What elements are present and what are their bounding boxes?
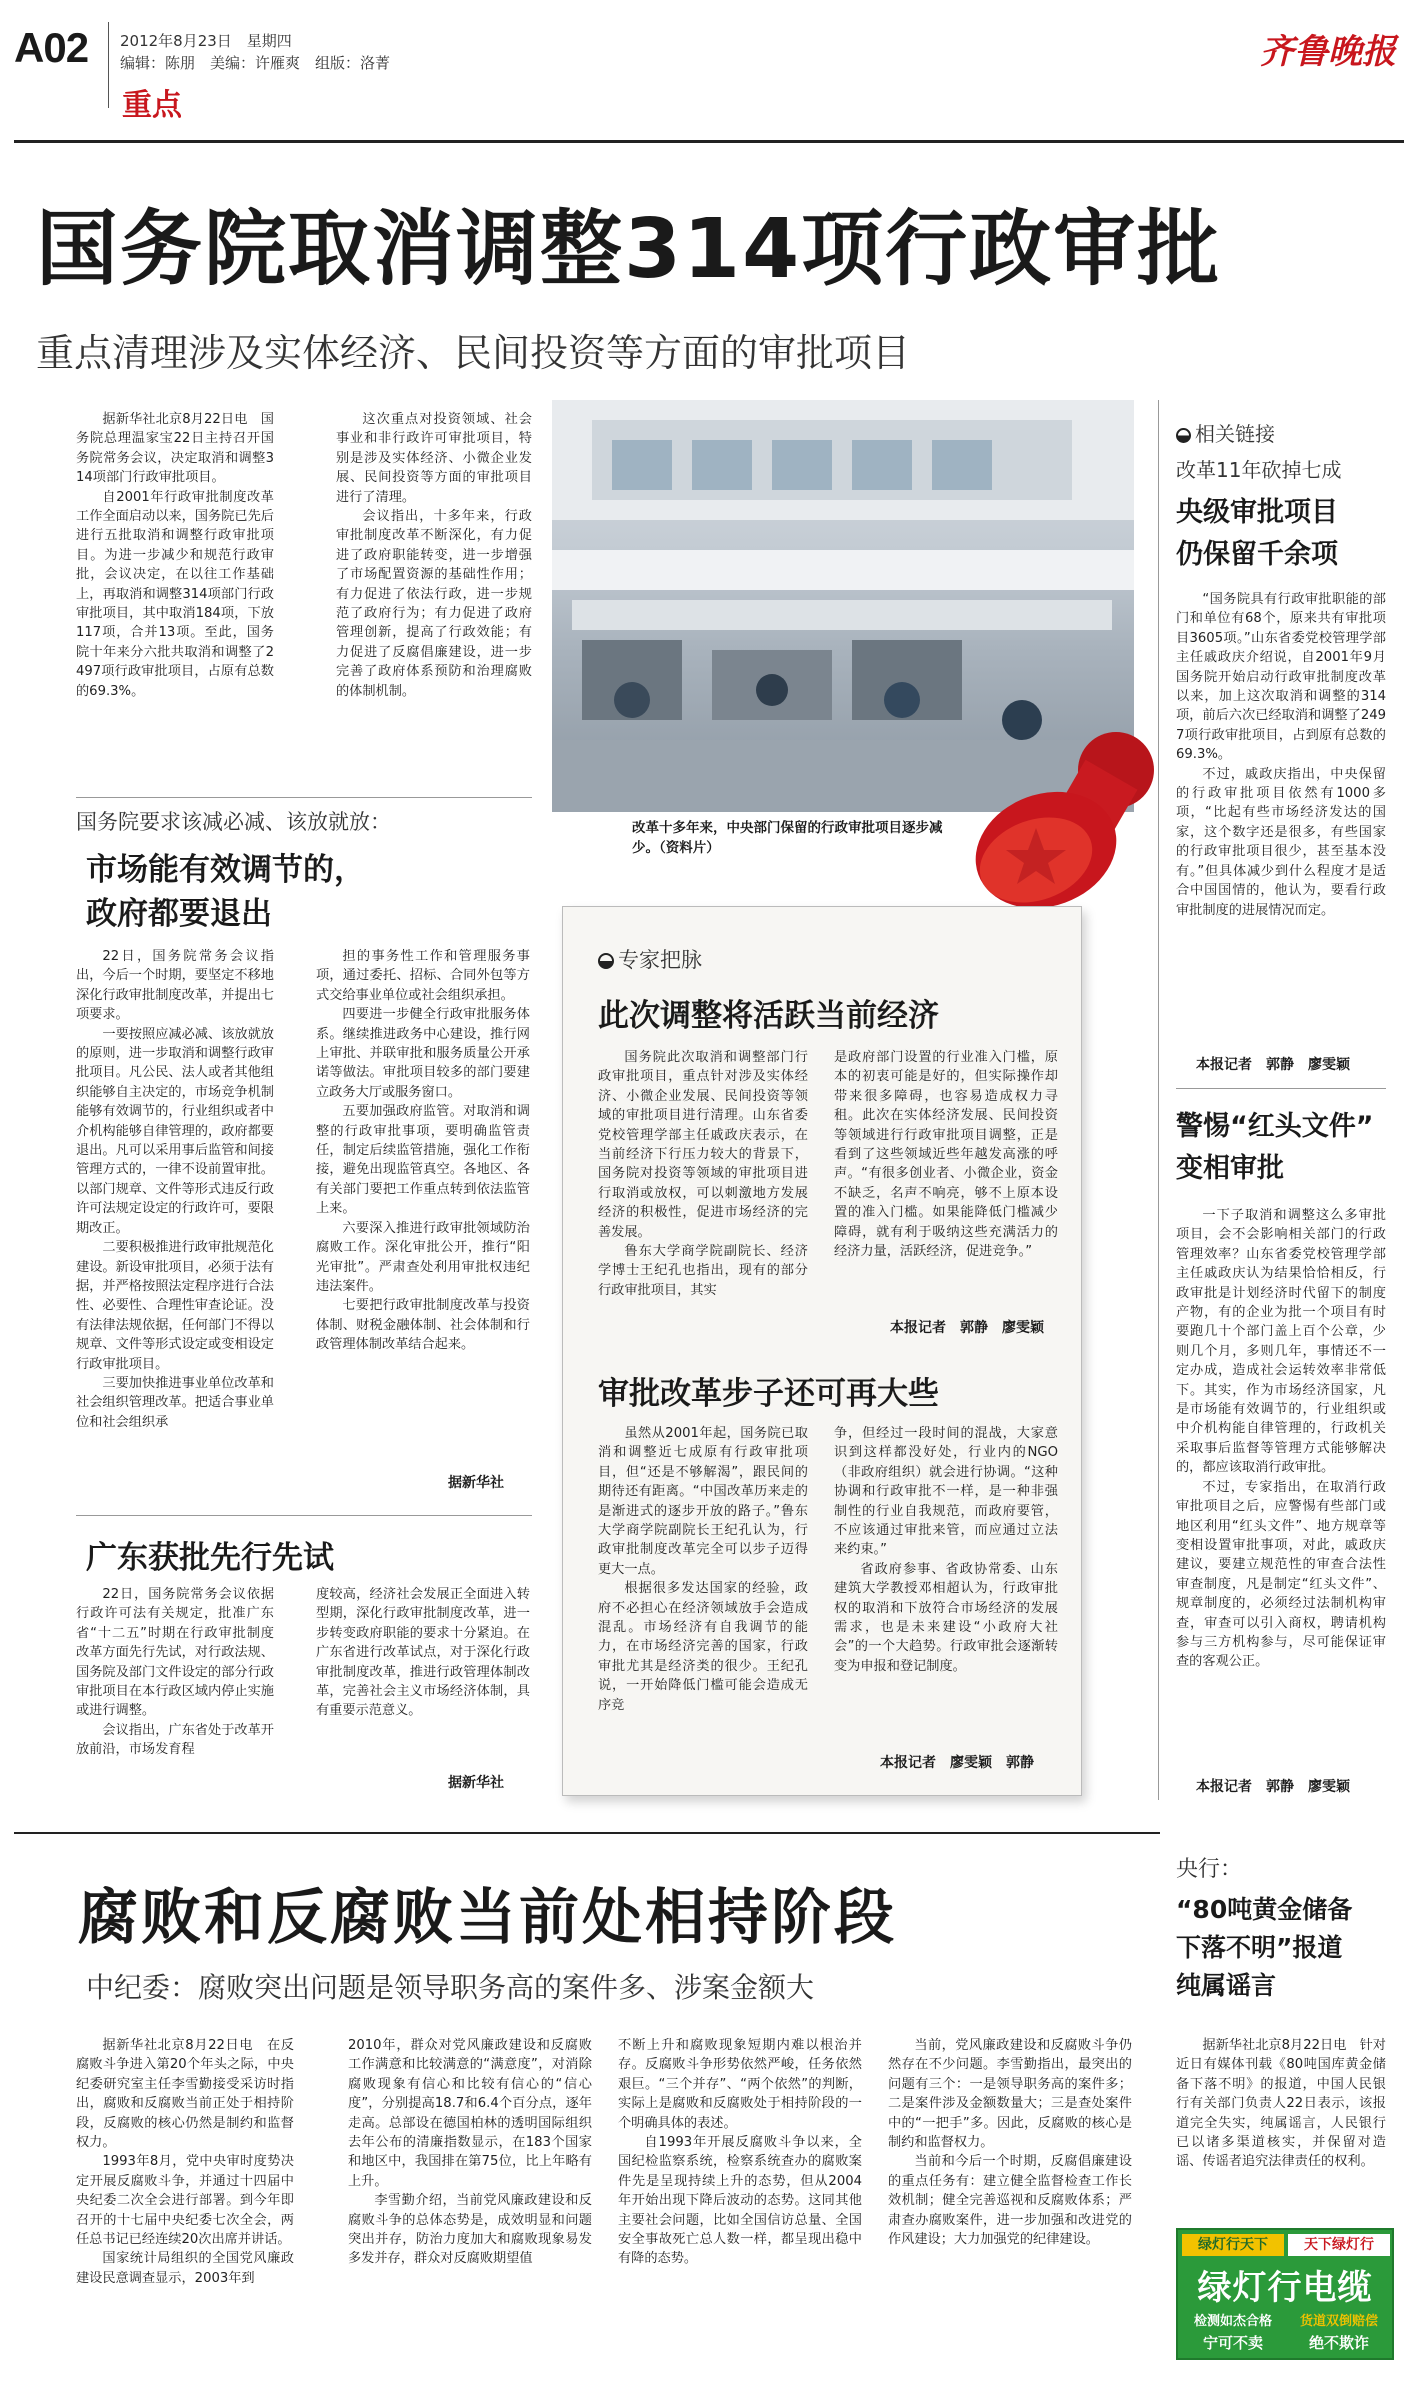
red-stamp-icon: [966, 700, 1176, 920]
ad-line3-left: 宁可不卖: [1202, 2334, 1263, 2352]
cable-ad[interactable]: [1176, 2228, 1394, 2360]
label-circle-icon: [1176, 428, 1191, 443]
a2-col2: 担的事务性工作和管理服务事项，通过委托、招标、合同外包等方式交给事业单位或社会组织承担。 四要进一步健全行政审批服务体系。继续推进政务中心建设，推行网上审批、并联审批和服务质量公开承诺等做法。审批项目较多的部门要建立政务大厅或服务窗口。 五要加强政府监管。对取消和调整的行政审批事项，要明确监管责任，制定后续监管措施，强化工作衔接，避免出现监管真空。各地区、各有关部门要把工作重点转到依法监管上来。 六要深入推进行政审批领域防治腐败工作。深化审批公开，推行“阳光审批”。严肃查处利用审批权违纪违法案件。 七要把行政审批制度改革与投资体制、财税金融体制、社会体制和行政管理体制改革结合起来。: [316, 949, 530, 1353]
a6-title-line1: 央级审批项目: [1176, 497, 1338, 528]
b1-col2: 2010年，群众对党风廉政建设和反腐败工作满意和比较满意的“满意度”，对消除腐败现象有信心和比较有信心的“信心度”，分别提高18.7和6.4个百分点，逐年走高。总部设在德国柏林的透明国际组织去年公布的清廉指数显示，在183个国家和地区中，我国排在第75位，比上年略有上升。 李雪勤介绍，当前党风廉政建设和反腐败斗争的总体态势是，成效明显和问题突出并存，防治力度加大和腐败现象易发多发并存，群众对反腐败期望值: [348, 2038, 592, 2267]
label-circle-icon: [598, 953, 614, 969]
a5-byline: 本报记者 廖雯颖 郭静: [880, 1755, 1034, 1771]
a3-col2: 度较高，经济社会发展正全面进入转型期，深化行政审批制度改革，进一步转变政府职能的要求十分紧迫。在广东省进行改革试点，对于深化行政审批制度改革，推进行政管理体制改革，完善社会主义市场经济体制，具有重要示范意义。: [316, 1587, 530, 1719]
a4-title: 此次调整将活跃当前经济: [598, 998, 939, 1034]
a2-title-line2: 政府都要退出: [86, 896, 272, 932]
a2-kicker: 国务院要求该减必减、该放就放：: [76, 810, 391, 834]
b2-body: 据新华社北京8月22日电 针对近日有媒体刊载《80吨国库黄金储备下落不明》的报道，中国人民银行有关部门负责人22日表示，该报道完全失实，纯属谣言，人民银行已以诸多渠道核实，并保留对造谣、传谣者追究法律责任的权利。: [1176, 2038, 1386, 2170]
a7-body: 一下子取消和调整这么多审批项目，会不会影响相关部门的行政管理效率？山东省委党校管理学部主任戚政庆认为结果恰恰相反，行政审批是计划经济时代留下的制度产物，有的企业为批一个项目有时要跑几十个部门盖上百个公章，少则几个月，多则几年，事情还不一定办成，造成社会运转效率非常低下。其实，作为市场经济国家，凡是市场能有效调节的，行业组织或中介机构能自律管理的，行政机关采取事后监督等管理方式能够解决的，都应该取消行政审批。 不过，专家指出，在取消行政审批项目之后，应警惕有些部门或地区利用“红头文件”、地方规章等变相设置审批事项，对此，戚政庆建议，要建立规范性的审查合法性审查制度，凡是制定“红头文件”、规章制度的，必须经过法制机构审查，审查可以引入商权，聘请机构参与三方机构参与，尽可能保证审查的客观公正。: [1176, 1208, 1386, 1670]
photo-caption: 改革十多年来，中央部门保留的行政审批项目逐步减少。（资料片）: [632, 820, 943, 856]
a1-col1: 据新华社北京8月22日电 国务院总理温家宝22日主持召开国务院常务会议，决定取消和调整314项部门行政审批项目。 自2001年行政审批制度改革工作全面启动以来，国务院已先后进行五批取消和调整行政审批项目。为进一步减少和规范行政审批，会议决定，在以往工作基础上，再取消和调整314项部门行政审批项目，其中取消184项，下放117项，合并13项。至此，国务院十年来分六批共取消和调整了2497项行政审批项目，占原有总数的69.3%。: [76, 412, 274, 699]
b2-title-line1: “80吨黄金储备: [1176, 1895, 1353, 1924]
b1-col3: 不断上升和腐败现象短期内难以根治并存。反腐败斗争形势依然严峻，任务依然艰巨。“三个并存”、“两个依然”的判断，实际上是腐败和反腐败处于相持阶段的一个明确具体的表述。 自1993年开展反腐败斗争以来，全国纪检监察系统，检察系统查办的腐败案件先是呈现持续上升的态势，但从2004年开始出现下降后波动的态势。这同其他主要社会问题，比如全国信访总量、全国安全事故死亡总人数一样，都呈现出稳中有降的态势。: [618, 2038, 862, 2267]
a6-byline: 本报记者 郭静 廖雯颖: [1196, 1057, 1350, 1073]
a4-col1: 国务院此次取消和调整部门行政审批项目，重点针对涉及实体经济、小微企业发展、民间投资等领域的审批项目进行清理。山东省委党校管理学部主任戚政庆表示，在当前经济下行压力较大的背景下，国务院对投资等领域的审批项目进行取消或放权，可以刺激地方发展经济的积极性，促进市场经济的完善发展。 鲁东大学商学院副院长、经济学博士王纪孔也指出，现有的部分行政审批项目，其实: [598, 1050, 808, 1298]
ad-top-right: 天下绿灯行: [1288, 2234, 1390, 2256]
a2-source: 据新华社: [448, 1475, 504, 1491]
ad-line3-right: 绝不欺诈: [1308, 2334, 1369, 2352]
a1-col2: 这次重点对投资领域、社会事业和非行政许可审批项目，特别是涉及实体经济、小微企业发展、民间投资等方面的审批项目进行了清理。 会议指出，十多年来，行政审批制度改革不断深化，有力促进了政府职能转变，进一步增强了市场配置资源的基础性作用；有力促进了依法行政，进一步规范了政府行为；有力促进了政府管理创新，提高了行政效能；有力促进了反腐倡廉建设，进一步完善了政府体系预防和治理腐败的体制机制。: [336, 412, 532, 699]
a7-title-line1: 警惕“红头文件”: [1176, 1111, 1374, 1142]
a4-byline: 本报记者 郭静 廖雯颖: [890, 1320, 1044, 1336]
a7-byline: 本报记者 郭静 廖雯颖: [1196, 1779, 1350, 1795]
page-header: [0, 0, 1417, 148]
a6-subtitle: 改革11年砍掉七成: [1176, 458, 1342, 482]
b2-title-line2: 下落不明”报道: [1176, 1933, 1343, 1962]
section-name: 重点: [122, 88, 182, 123]
a3-source: 据新华社: [448, 1775, 504, 1791]
a4-label: 专家把脉: [598, 944, 702, 974]
a4-col2: 是政府部门设置的行业准入门槛，原本的初衷可能是好的，但实际操作却带来很多障碍，也容易造成权力寻租。此次在实体经济发展、民间投资等领域进行行政审批项目调整，正是看到了这些领域近些年越发高涨的呼声。“有很多创业者、小微企业，资金不缺乏，名声不响亮，够不上原本设置的准入门槛。如果能降低门槛减少障碍，就有利于吸纳这些充满活力的经济力量，活跃经济，促进竞争。”: [834, 1050, 1058, 1260]
a5-col1: 虽然从2001年起，国务院已取消和调整近七成原有行政审批项目，但“还是不够解渴”，跟民间的期待还有距离。“中国改革历来走的是渐进式的逐步开放的路子。”鲁东大学商学院副院长王纪孔认为，行政审批制度改革完全可以步子迈得更大一点。 根据很多发达国家的经验，政府不必担心在经济领域放手会造成混乱。市场经济有自我调节的能力，在市场经济完善的国家，行政审批尤其是经济类的很少。王纪孔说，一开始降低门槛可能会造成无序竞: [598, 1426, 808, 1713]
b1-col4: 当前，党风廉政建设和反腐败斗争仍然存在不少问题。李雪勤指出，最突出的问题有三个：一是领导职务高的案件多；二是案件涉及金额数量大；三是查处案件中的“一把手”多。因此，反腐败的核心是制约和监督权力。 当前和今后一个时期，反腐倡廉建设的重点任务有：建立健全监督检查工作长效机制；健全完善巡视和反腐败体系；严肃查办腐败案件，进一步加强和改进党的作风建设；大力加强党的纪律建设。: [888, 2038, 1132, 2248]
b1-subheadline: 中纪委：腐败突出问题是领导职务高的案件多、涉案金额大: [86, 1971, 815, 2004]
page-code: A02: [14, 24, 89, 71]
ad-main: 绿灯行电缆: [1197, 2268, 1373, 2308]
b1-headline: 腐败和反腐败当前处相持阶段: [78, 1883, 897, 1953]
a2-title-line1: 市场能有效调节的，: [86, 852, 365, 888]
b2-kicker: 央行：: [1176, 1857, 1243, 1882]
a5-col2: 争，但经过一段时间的混战，大家意识到这样都没好处，行业内的NGO（非政府组织）就会进行协调。“这种协调和行政审批不一样，是一种非强制性的行业自我规范，而政府要管，不应该通过审批来管，而应通过立法来约束。” 省政府参事、省政协常委、山东建筑大学教授邓相超认为，行政审批权的取消和下放符合市场经济的发展需求，也是未来建设“小政府大社会”的一个大趋势。行政审批会逐渐转变为申报和登记制度。: [834, 1426, 1058, 1674]
main-headline: 国务院取消调整314项行政审批: [36, 202, 1222, 297]
ad-bottom-right: 货道双倒赔偿: [1299, 2314, 1378, 2329]
a3-title: 广东获批先行先试: [86, 1540, 334, 1576]
a5-title: 审批改革步子还可再大些: [598, 1376, 939, 1412]
b2-title-line3: 纯属谣言: [1176, 1971, 1277, 2000]
issue-date: 2012年8月23日 星期四: [120, 32, 292, 50]
b1-col1: 据新华社北京8月22日电 在反腐败斗争进入第20个年头之际，中央纪委研究室主任李雪勤接受采访时指出，腐败和反腐败当前正处于相持阶段，反腐败的核心仍然是制约和监督权力。 1993年8月，党中央审时度势决定开展反腐败斗争，并通过十四届中央纪委二次全会进行部署。到今年即召开的十七届中央纪委七次全会，两任总书记已经连续20次出席并讲话。 国家统计局组织的全国党风廉政建设民意调查显示，2003年到: [76, 2038, 294, 2286]
a6-label: 相关链接: [1176, 418, 1275, 447]
a6-title-line2: 仍保留千余项: [1176, 539, 1338, 570]
a6-body: “国务院具有行政审批职能的部门和单位有68个，原来共有审批项目3605项。”山东省委党校管理学部主任戚政庆介绍说，自2001年9月国务院开始启动行政审批制度改革以来，加上这次取消和调整的314项，前后六次已经取消和调整了2497项行政审批项目，占到原有总数的69.3%。 不过，戚政庆指出，中央保留的行政审批项目依然有1000多项，“比起有些市场经济发达的国家，这个数字还是很多，有些国家的行政审批项目很少，甚至基本没有。”但具体减少到什么程度才是适合中国国情的，他认为，要看行政审批制度的进展情况而定。: [1176, 592, 1386, 918]
paper-logo: 齐鲁晚报: [1260, 32, 1396, 72]
editors-line: 编辑：陈朋 美编：许雁爽 组版：洛菁: [120, 54, 391, 72]
main-subheadline: 重点清理涉及实体经济、民间投资等方面的审批项目: [36, 331, 911, 375]
ad-bottom-left: 检测如杰合格: [1193, 2314, 1272, 2329]
ad-top-left: 绿灯行天下: [1182, 2234, 1284, 2256]
a7-title-line2: 变相审批: [1176, 1153, 1284, 1184]
a2-col1: 22日，国务院常务会议指出，今后一个时期，要坚定不移地深化行政审批制度改革，并提出七项要求。 一要按照应减必减、该放就放的原则，进一步取消和调整行政审批项目。凡公民、法人或者其他组织能够自主决定的，市场竞争机制能够有效调节的，行业组织或者中介机构能够自律管理的，政府都要退出。凡可以采用事后监管和间接管理方式的，一律不设前置审批。以部门规章、文件等形式违反行政许可法规定设定的行政许可，要限期改正。 二要积极推进行政审批规范化建设。新设审批项目，必须于法有据，并严格按照法定程序进行合法性、必要性、合理性审查论证。没有法律法规依据，任何部门不得以规章、文件等形式设定或变相设定行政审批项目。 三要加快推进事业单位改革和社会组织管理改革。把适合事业单位和社会组织承: [76, 949, 274, 1430]
a3-col1: 22日，国务院常务会议依据行政许可法有关规定，批准广东省“十二五”时期在行政审批制度改革方面先行先试，对行政法规、国务院及部门文件设定的部分行政审批项目在本行政区域内停止实施或进行调整。 会议指出，广东省处于改革开放前沿，市场发育程: [76, 1587, 274, 1758]
